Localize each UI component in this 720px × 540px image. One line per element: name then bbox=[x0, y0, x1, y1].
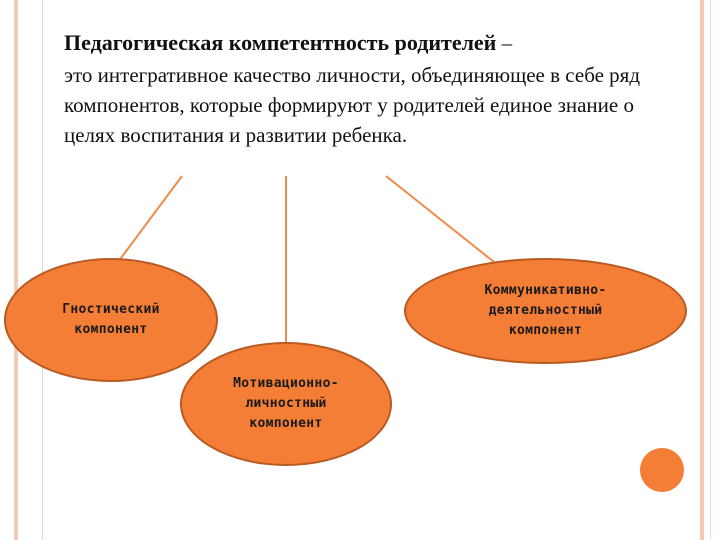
decorative-circle bbox=[640, 448, 684, 492]
connector-communicative bbox=[386, 176, 494, 262]
heading-definition: это интегративное качество личности, объединяющее в себе ряд компонентов, которые формируют у родителей единое знание о целях воспитания и развитии ребенка. bbox=[64, 63, 641, 147]
component-gnostic: Гностический компонент bbox=[4, 258, 218, 382]
heading-title: Педагогическая компетентность родителей bbox=[64, 30, 497, 55]
heading-dash: – bbox=[496, 31, 513, 55]
component-motivational: Мотивационно- личностный компонент bbox=[180, 342, 392, 466]
connector-gnostic bbox=[118, 176, 182, 262]
component-communicative: Коммуникативно- деятельностный компонент bbox=[404, 258, 687, 364]
